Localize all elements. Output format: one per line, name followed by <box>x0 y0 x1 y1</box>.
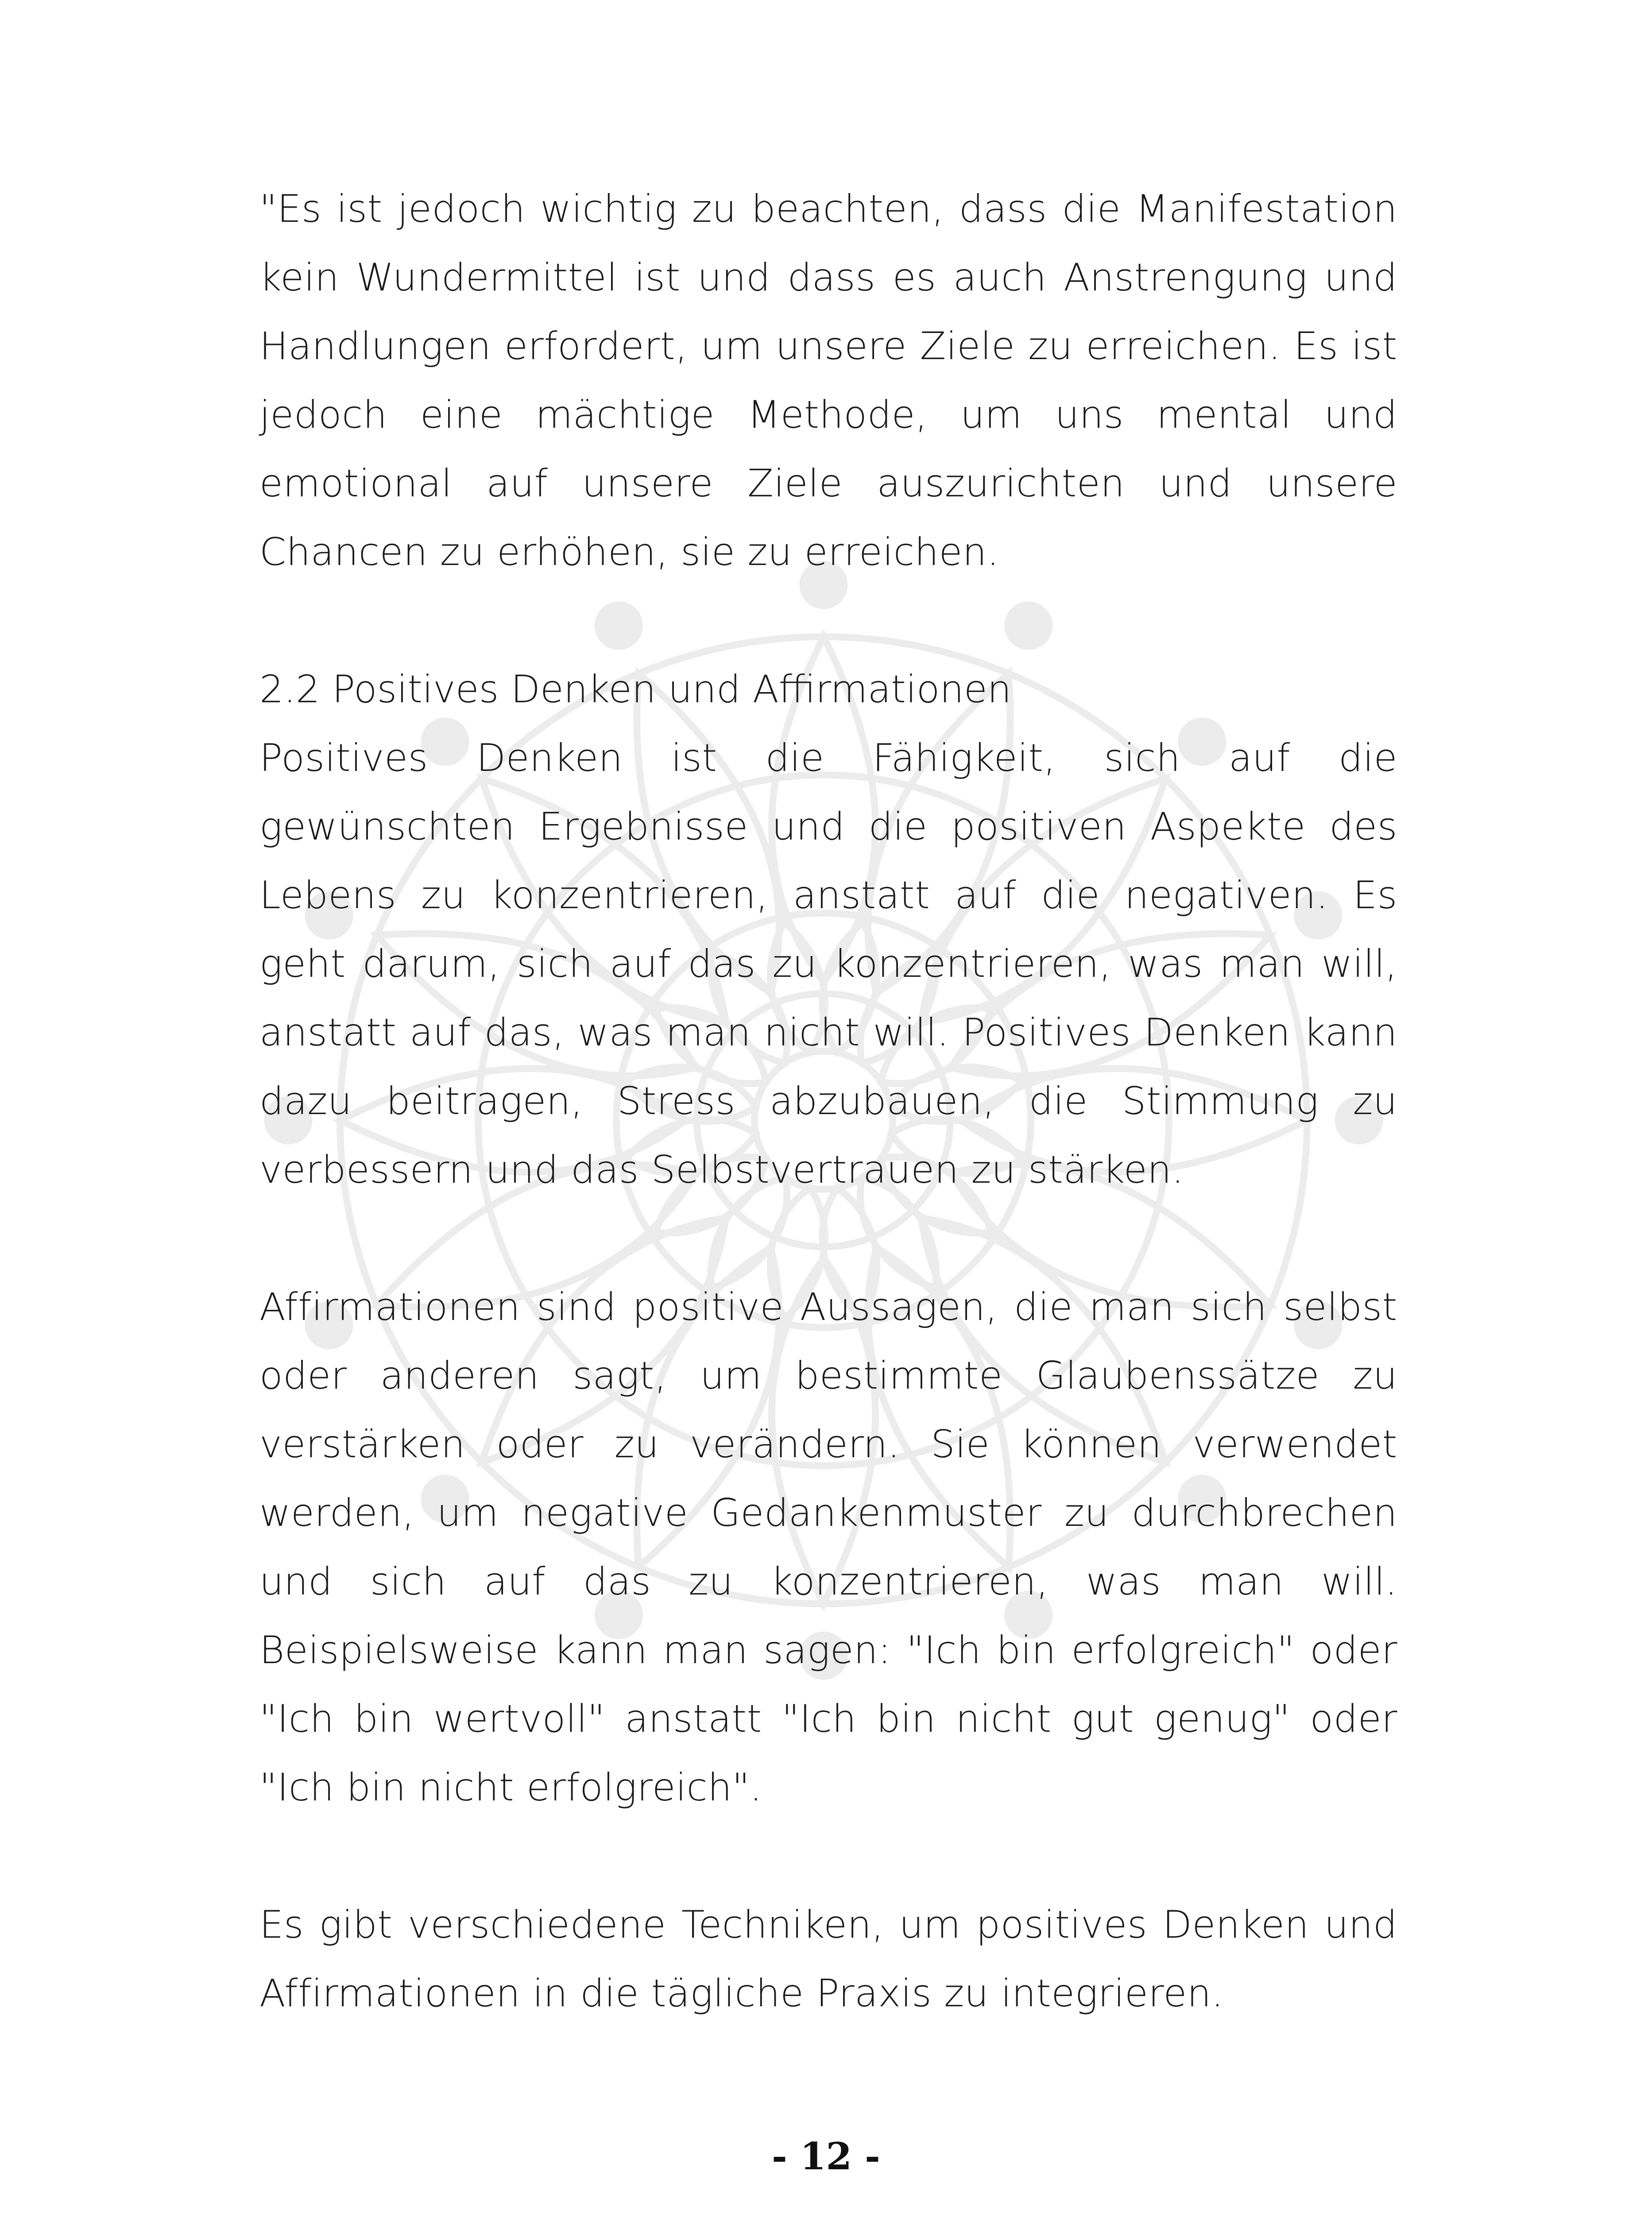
paragraph-spacer <box>259 1822 1397 1891</box>
section-heading: 2.2 Positives Denken und Affirmationen <box>259 667 1012 712</box>
paragraph-techniques: Es gibt verschiedene Techniken, um positives Denken und Affirmationen in die tägliche Praxis zu integrieren. <box>259 1903 1397 2016</box>
paragraph-spacer <box>259 587 1397 655</box>
page-number: - 12 - <box>771 2134 881 2178</box>
paragraph-affirmations: Affirmationen sind positive Aussagen, die man sich selbst oder anderen sagt, um bestimmte Glaubenssätze zu verstärken oder zu verändern. Sie können verwendet werden, um negative Gedankenmuster zu durchbrechen und sich auf das zu konzentrieren, was man will. Beispielsweise kann man sagen: "Ich bin erfolgreich" oder "Ich bin wertvoll" anstatt "Ich bin nicht gut genug" oder "Ich bin nicht erfolgreich". <box>259 1285 1397 1810</box>
text-body <box>259 175 1397 2028</box>
paragraph-spacer <box>259 1204 1397 1273</box>
paragraph-positive-thinking: Positives Denken ist die Fähigkeit, sich auf die gewünschten Ergebnisse und die positiven Aspekte des Lebens zu konzentrieren, anstatt auf die negativen. Es geht darum, sich auf das zu konzentrieren, was man will, anstatt auf das, was man nicht will. Positives Denken kann dazu beitragen, Stress abzubauen, die Stimmung zu verbessern und das Selbstvertrauen zu stärken. <box>259 736 1397 1192</box>
paragraph-manifestation: "Es ist jedoch wichtig zu beachten, dass die Manifestation kein Wundermittel ist und dass es auch Anstrengung und Handlungen erfordert, um unsere Ziele zu erreichen. Es ist jedoch eine mächtige Methode, um uns mental und emotional auf unsere Ziele auszurichten und unsere Chancen zu erhöhen, sie zu erreichen. <box>259 187 1397 574</box>
